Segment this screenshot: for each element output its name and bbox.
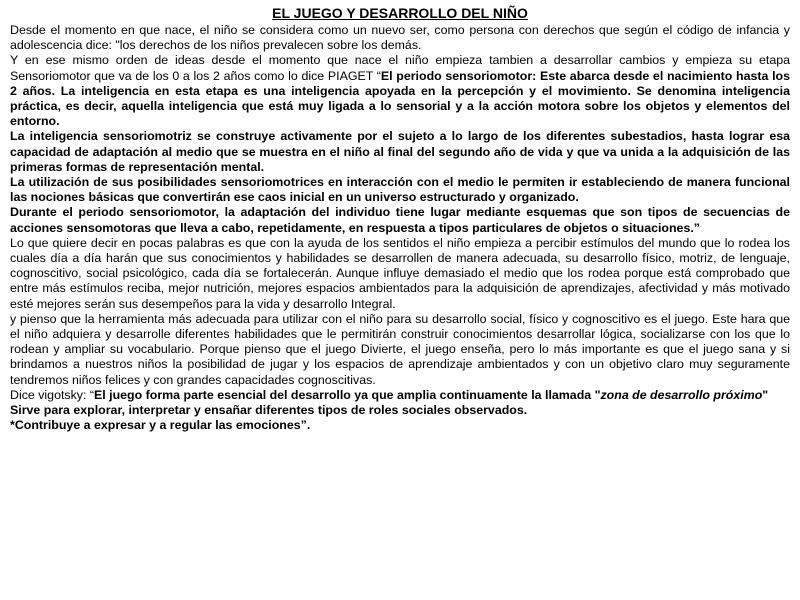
vigotsky-intro: Dice vigotsky: “ <box>10 387 94 402</box>
paragraph-emociones: *Contribuye a expresar y a regular las emociones”. <box>10 418 311 433</box>
paragraph-piaget <box>10 53 790 129</box>
vigotsky-quote: El juego forma parte esencial del desarrollo ya que amplia continuamente la llamada " <box>94 387 601 402</box>
vigotsky-zona: zona de desarrollo próximo <box>600 387 763 402</box>
document-title: EL JUEGO Y DESARROLLO DEL NIÑO <box>272 5 528 21</box>
paragraph-piaget-intro: Y en ese mismo orden de ideas desde el momento que nace el niño empieza tambien a desarrollar cambios y empieza su etapa Sensoriomotor que va de los 0 a los 2 años como lo dice PIAGET “ <box>10 53 790 83</box>
piaget-quote-start: El periodo sensoriomotor: Este abarca desde el nacimiento hasta los 2 años. La inteligencia en esta etapa es una inteligencia apoyada en la percepción y el movimiento. Se denomina inteligencia práctica, es decir, aquella inteligencia que está muy ligada a lo sensorial y a la acción motora sobre los objetos y elementos del entorno. <box>10 68 790 129</box>
paragraph-periodo: Durante el periodo sensoriomotor, la adaptación del individuo tiene lugar mediante esquemas que son tipos de secuencias de acciones sensomotoras que lleva a cabo, repetidamente, en respuesta a tipos particulares de objetos o situaciones.” <box>10 205 790 235</box>
paragraph-vigotsky <box>10 388 790 403</box>
paragraph-explorar: Sirve para explorar, interpretar y ensañar diferentes tipos de roles sociales observados. <box>10 403 528 418</box>
vigotsky-quote-end: " <box>762 387 769 402</box>
paragraph-intro: Desde el momento en que nace, el niño se considera como un nuevo ser, como persona con derechos que según el código de infancia y adolescencia dice: "los derechos de los niños prevalecen sobre los demás. <box>10 23 790 53</box>
paragraph-juego: y pienso que la herramienta más adecuada para utilizar con el niño para su desarrollo social, físico y cognoscitivo es el juego. Este hara que el niño adquiera y desarrolle diferentes habilidades que le permitirán construir conocimientos desarrollar lógica, socializarse con los que lo rodean y ampliar su vocabulario. Porque pienso que el juego Divierte, el juego enseña, pero lo más importante es que el juego sana y si brindamos a nuestros niños la posibilidad de jugar y los espacios de aprendizaje ambientados y con un objetivo claro muy seguramente tendremos niños felices y con grandes capacidades cognoscitivas. <box>10 311 790 387</box>
paragraph-explicacion: Lo que quiere decir en pocas palabras es que con la ayuda de los sentidos el niño empieza a percibir estímulos del mundo que lo rodea los cuales día a día harán que sus conocimientos y habilidades se desarrollen de manera adecuada, su desarrollo físico, motriz, de lenguaje, cognoscitivo, social psicológico, cada día se fortalecerán. Aunque influye demasiado el medio que los rodea porque está comprobado que entre más estímulos reciba, mejor nutrición, mejores espacios ambientados para la adquisición de aprendizajes, afectividad y más motivado esté mejores serán sus desempeños para la vida y desarrollo Integral. <box>10 235 790 311</box>
paragraph-sensoriomotriz: La inteligencia sensoriomotriz se construye activamente por el sujeto a lo largo de los diferentes subestadios, hasta lograr esa capacidad de adaptación al medio que se muestra en el niño al final del segundo año de vida y que va unida a la adquisición de las primeras formas de representación mental. <box>10 129 790 174</box>
paragraph-utilizacion: La utilización de sus posibilidades sensoriomotrices en interacción con el medio le permiten ir estableciendo de manera funcional las nociones básicas que convertirán ese caos inicial en un universo estructurado y organizado. <box>10 175 790 205</box>
